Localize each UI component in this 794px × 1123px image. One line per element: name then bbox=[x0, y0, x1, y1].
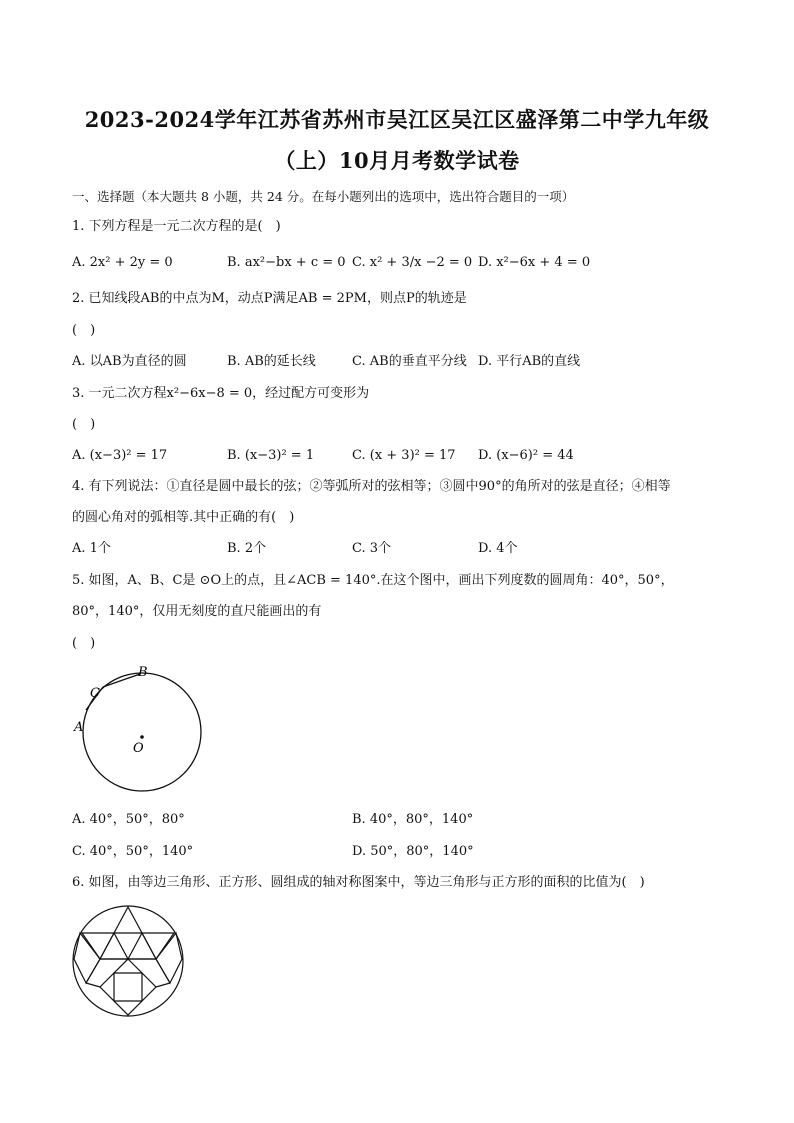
label-o: O bbox=[133, 741, 144, 756]
q4-option-a: A. 1个 bbox=[72, 541, 111, 556]
q6-pattern-figure bbox=[70, 903, 186, 1019]
q5-option-b: B. 40°，80°，140° bbox=[352, 812, 474, 827]
question-5-paren: ( ) bbox=[72, 636, 96, 651]
q2-option-a: A. 以AB为直径的圆 bbox=[72, 354, 187, 369]
q2-option-c: C. AB的垂直平分线 bbox=[352, 354, 467, 369]
q2-option-d: D. 平行AB的直线 bbox=[478, 354, 581, 369]
left-edge bbox=[86, 959, 100, 983]
right-edge bbox=[156, 959, 170, 983]
left-upper-triangle bbox=[82, 933, 114, 959]
question-4-stem-line-1: 4. 有下列说法：①直径是圆中最长的弦；②等弧所对的弦相等；③圆中90°的角所对的弦是直径；④相等 bbox=[72, 479, 671, 494]
question-5-stem-line-2: 80°，140°，仅用无刻度的直尺能画出的有 bbox=[72, 604, 322, 619]
label-c: C bbox=[90, 686, 100, 701]
q5-option-d: D. 50°，80°，140° bbox=[352, 844, 474, 859]
exam-title-line-2: （上）10月月考数学试卷 bbox=[274, 148, 520, 173]
center-point-o bbox=[140, 735, 144, 739]
q5-circle-figure bbox=[70, 660, 210, 795]
question-3-stem: 3. 一元二次方程x²−6x−8 = 0，经过配方可变形为 bbox=[72, 386, 370, 401]
q2-option-b: B. AB的延长线 bbox=[227, 354, 316, 369]
q4-option-c: C. 3个 bbox=[352, 541, 392, 556]
q4-option-d: D. 4个 bbox=[478, 541, 518, 556]
q3-option-c: C. (x + 3)² = 17 bbox=[352, 448, 456, 463]
q3-option-d: D. (x−6)² = 44 bbox=[478, 448, 574, 463]
left-lower-edge bbox=[86, 983, 100, 987]
q1-option-d: D. x²−6x + 4 = 0 bbox=[478, 255, 591, 270]
q4-option-b: B. 2个 bbox=[227, 541, 267, 556]
exam-title-line-1: 2023-2024学年江苏省苏州市吴江区吴江区盛泽第二中学九年级 bbox=[84, 107, 710, 132]
label-b: B bbox=[138, 665, 148, 680]
q1-option-a: A. 2x² + 2y = 0 bbox=[72, 255, 173, 270]
right-upper-triangle bbox=[142, 933, 174, 959]
q3-option-b: B. (x−3)² = 1 bbox=[227, 448, 315, 463]
question-3-paren: ( ) bbox=[72, 417, 96, 432]
question-2-stem: 2. 已知线段AB的中点为M，动点P满足AB = 2PM，则点P的轨迹是 bbox=[72, 291, 467, 306]
bottom-inner-square bbox=[114, 973, 142, 1001]
inner-triangle bbox=[114, 933, 142, 959]
q1-option-c: C. x² + 3/x −2 = 0 bbox=[352, 255, 473, 270]
q3-option-a: A. (x−3)² = 17 bbox=[72, 448, 168, 463]
question-1-stem: 1. 下列方程是一元二次方程的是( ) bbox=[72, 219, 281, 234]
q5-option-c: C. 40°，50°，140° bbox=[72, 844, 194, 859]
right-lower-edge bbox=[156, 983, 170, 987]
q1-option-b: B. ax²−bx + c = 0 bbox=[227, 255, 346, 270]
chord-cb bbox=[103, 674, 140, 687]
question-2-paren: ( ) bbox=[72, 323, 96, 338]
question-6-stem: 6. 如图，由等边三角形、正方形、圆组成的轴对称图案中，等边三角形与正方形的面积的比值为( ) bbox=[72, 875, 645, 890]
section-heading: 一、选择题（本大题共 8 小题，共 24 分。在每小题列出的选项中，选出符合题目的一项） bbox=[72, 189, 575, 204]
question-4-stem-line-2: 的圆心角对的弧相等.其中正确的有( ) bbox=[72, 510, 295, 525]
outer-circle bbox=[73, 906, 183, 1016]
q5-option-a: A. 40°，50°，80° bbox=[72, 812, 185, 827]
bottom-diamond bbox=[100, 959, 156, 1015]
label-a: A bbox=[74, 720, 84, 735]
question-5-stem-line-1: 5. 如图，A、B、C是 ⊙O上的点，且∠ACB = 140°.在这个图中，画出下列度数的圆周角：40°，50°， bbox=[72, 573, 674, 588]
